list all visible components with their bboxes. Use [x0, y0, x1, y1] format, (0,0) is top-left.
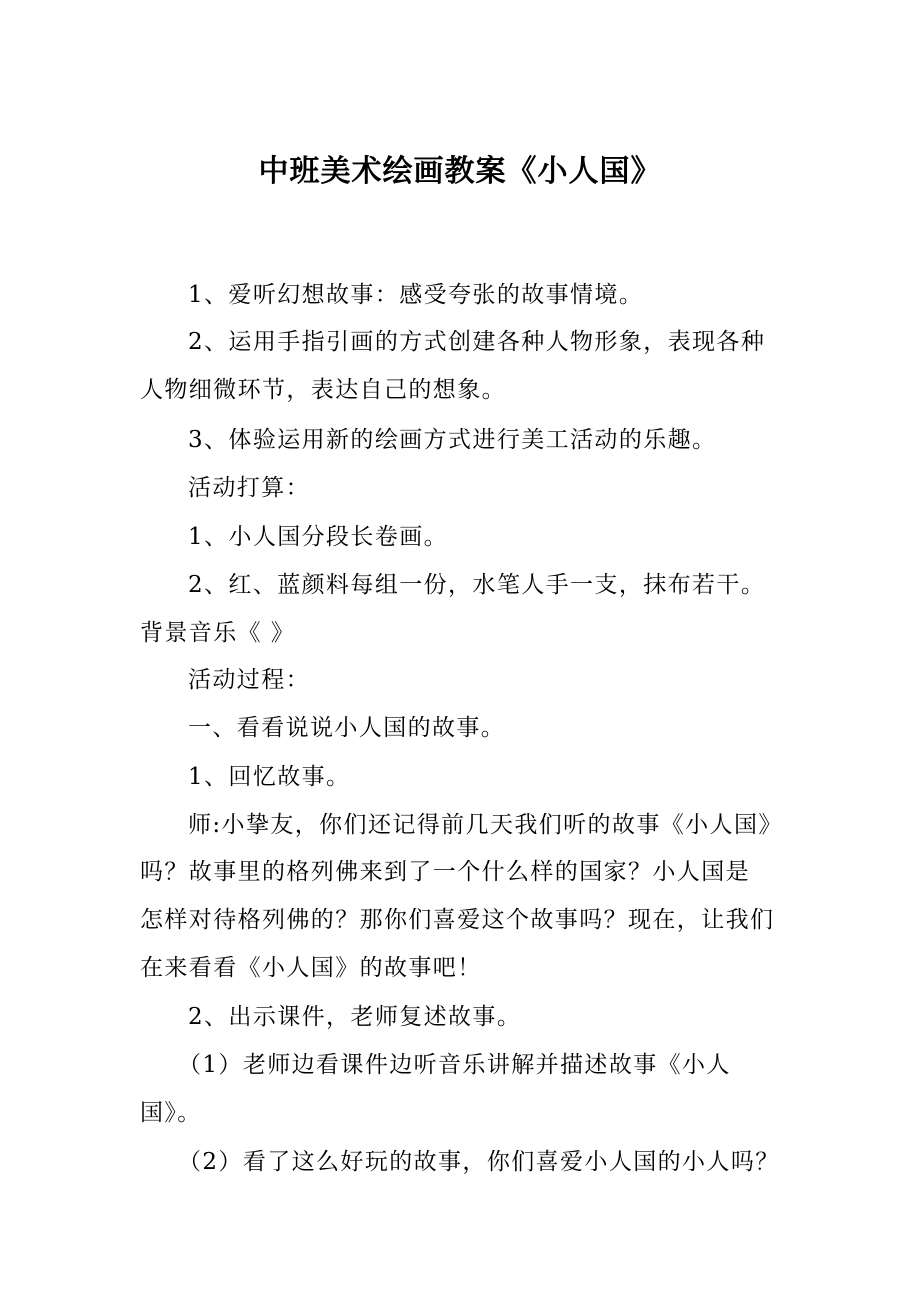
text-line: 师:小挚友，你们还记得前几天我们听的故事《小人国》 — [188, 812, 783, 838]
text-line: 一、看看说说小人国的故事。 — [188, 715, 506, 741]
text-line: 在来看看《小人国》的故事吧！ — [140, 955, 482, 981]
text-line: 1、小人国分段长卷画。 — [188, 524, 449, 550]
text-line: 1、爱听幻想故事：感受夸张的故事情境。 — [188, 282, 644, 308]
text-line: 3、体验运用新的绘画方式进行美工活动的乐趣。 — [188, 427, 717, 453]
text-line: 活动打算： — [188, 475, 310, 501]
text-line: 背景音乐《 》 — [140, 620, 296, 646]
text-line: （1）老师边看课件边听音乐讲解并描述故事《小人 — [178, 1052, 731, 1078]
text-line: 2、红、蓝颜料每组一份，水笔人手一支，抹布若干。 — [188, 572, 766, 598]
text-line: 2、出示课件，老师复述故事。 — [188, 1004, 522, 1030]
text-line: 2、运用手指引画的方式创建各种人物形象，表现各种 — [188, 329, 766, 355]
text-line: 怎样对待格列佛的？那你们喜爱这个故事吗？现在，让我们 — [140, 907, 775, 933]
text-line: 国》。 — [140, 1100, 202, 1126]
text-line: 吗？故事里的格列佛来到了一个什么样的国家？小人国是 — [140, 859, 750, 885]
document-title: 中班美术绘画教案《小人国》 — [258, 154, 662, 189]
text-line: 人物细微环节，表达自己的想象。 — [140, 377, 506, 403]
text-line: 活动过程： — [188, 667, 310, 693]
text-line: （2）看了这么好玩的故事，你们喜爱小人国的小人吗？ — [178, 1149, 780, 1175]
text-line: 1、回忆故事。 — [188, 764, 351, 790]
